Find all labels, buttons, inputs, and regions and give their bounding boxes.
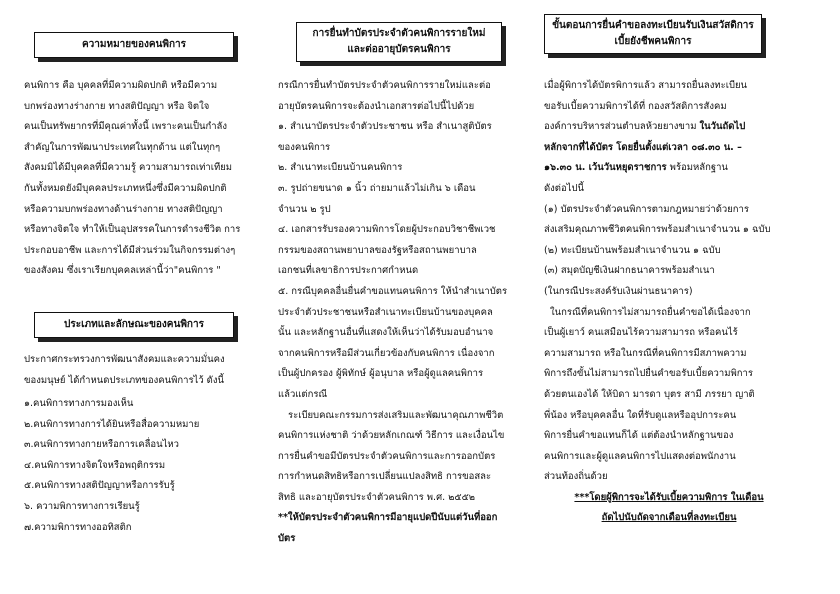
- meaning-line: ของสังคม ซึ่งเราเรียกบุคคลเหล่านี้ว่า"คนพิการ ": [24, 265, 221, 277]
- list-item: ๔.คนพิการทางจิตใจหรือพฤติกรรม: [24, 459, 166, 471]
- card-line: กรณีการยื่นทำบัตรประจำตัวคนพิการรายใหม่และต่อ: [278, 80, 491, 91]
- card-line: ระเบียบคณะกรรมการส่งเสริมและพัฒนาคุณภาพชีวิต: [288, 409, 504, 421]
- card-line: ๑. สำเนาบัตรประจำตัวประชาชน หรือ สำเนาสูติบัตร: [278, 121, 492, 133]
- card-line: คนพิการแห่งชาติ ว่าด้วยหลักเกณฑ์ วิธีการ และเงื่อนไข: [278, 430, 505, 442]
- list-item: ๑.คนพิการทางการมองเห็น: [24, 398, 134, 409]
- proxy-line: ด้วยตนเองได้ ให้บิดา มารดา บุตร สามี ภรรยา ญาติ: [544, 388, 755, 400]
- card-line: สิทธิ และอายุบัตรประจำตัวคนพิการ พ.ศ. ๒๕๕๒: [278, 491, 476, 503]
- card-requirements: [278, 76, 507, 550]
- types-intro-line: ประกาศกระทรวงการพัฒนาสังคมและความมั่นคง: [24, 354, 225, 365]
- proxy-line: ความสามารถ หรือในกรณีที่คนพิการมีสภาพความ: [544, 347, 747, 359]
- card-line: ประจำตัวประชาชนหรือสำเนาทะเบียนบ้านของบุคคล: [278, 306, 493, 318]
- doc-item: (ในกรณีประสงค์รับเงินผ่านธนาคาร): [544, 285, 693, 297]
- card-line: ๓. รูปถ่ายขนาด ๑ นิ้ว ถ่ายมาแล้วไม่เกิน ๖ เดือน: [278, 182, 476, 194]
- meaning-line: สังคมมิได้มีบุคคลที่มีความรู้ ความสามารถเท่าเทียม: [24, 162, 233, 174]
- list-item: ๒.คนพิการทางการได้ยินหรือสื่อความหมาย: [24, 418, 200, 430]
- proxy-line: พิการถึงขั้นไม่สามารถไปยื่นคำขอรับเบี้ยความพิการ: [544, 368, 753, 380]
- card-line: อายุบัตรคนพิการจะต้องนำเอกสารต่อไปนี้ไปด้วย: [278, 100, 475, 112]
- proxy-line: พี่น้อง หรือบุคคลอื่น ใดที่รับดูแลหรืออุปการะคน: [544, 409, 737, 421]
- allowance-note: ถัดไปนับถัดจากเดือนที่ลงทะเบียน: [601, 512, 737, 524]
- card-heading-line: การยื่นทำบัตรประจำตัวคนพิการรายใหม่: [312, 28, 486, 39]
- card-line: การกำหนดสิทธิหรือการเปลี่ยนแปลงสิทธิ การขอสละ: [278, 471, 492, 483]
- allowance-intro: [544, 76, 794, 529]
- doc-item: (๓) สมุดบัญชีเงินฝากธนาคารพร้อมสำเนา: [544, 265, 715, 277]
- meaning-line: หรือความบกพร่องทางด้านร่างกาย ทางสติปัญญา: [24, 203, 223, 215]
- meaning-line: บกพร่องทางร่างกาย ทางสติปัญญา หรือ จิตใจ: [24, 100, 210, 112]
- allowance-heading-line: ขั้นตอนการยื่นคำขอลงทะเบียนรับเงินสวัสดิการ: [552, 20, 754, 31]
- card-validity-note: **ให้บัตรประจำตัวคนพิการมีอายุแปดปีนับแต่วันที่ออก: [278, 512, 498, 524]
- card-validity-note: บัตร: [278, 533, 296, 545]
- card-line: เอกชนที่เลขาธิการประกาศกำหนด: [278, 265, 419, 277]
- types-list: [24, 394, 199, 538]
- card-line: ของคนพิการ: [278, 141, 331, 153]
- meaning-line: กันทั้งหมดยังมีบุคคลประเภทหนึ่งซึ่งมีความผิดปกติ: [24, 182, 227, 194]
- card-line: การยื่นคำขอมีบัตรประจำตัวคนพิการและการออกบัตร: [278, 450, 496, 462]
- allowance-note: ***โดยผู้พิการจะได้รับเบี้ยความพิการ ในเดือน: [574, 491, 764, 503]
- card-line: เป็นผู้ปกครอง ผู้พิทักษ์ ผู้อนุบาล หรือผู้ดูแลคนพิการ: [278, 368, 484, 380]
- meaning-line: สำคัญในการพัฒนาประเทศในทุกด้าน แต่ในทุกๆ: [24, 141, 221, 153]
- allowance-line: [544, 158, 794, 179]
- allowance-line: หลักจากที่ได้บัตร โดยยื่นตั้งแต่เวลา ๐๘.๓๐ น. –: [544, 141, 742, 153]
- meaning-heading-box: [34, 32, 234, 58]
- card-line: นั้น และหลักฐานอื่นที่แสดงให้เห็นว่าได้รับมอบอำนาจ: [278, 327, 494, 339]
- office-hours: ๑๖.๓๐ น. เว้นวันหยุดราชการ: [544, 162, 667, 174]
- proxy-line: ในกรณีที่คนพิการไม่สามารถยื่นคำขอได้เนื่องจาก: [550, 306, 751, 318]
- card-heading-box: [296, 22, 502, 62]
- list-item: ๗.ความพิการทางออทิสติก: [24, 521, 132, 533]
- proxy-line: เป็นผู้เยาว์ คนเสมือนไร้ความสามารถ หรือคนไร้: [544, 327, 738, 339]
- allowance-line: ขอรับเบี้ยความพิการได้ที่ กองสวัสดิการสังคม: [544, 100, 727, 112]
- meaning-line: หรือทางจิตใจ ทำให้เป็นอุปสรรคในการดำรงชีวิต การ: [24, 224, 241, 236]
- card-line: แล้วแต่กรณี: [278, 388, 328, 400]
- allowance-heading-line: เบี้ยยังชีพคนพิการ: [614, 36, 692, 47]
- proxy-line: คนพิการและผู้ดูแลคนพิการไปแสดงต่อพนักงาน: [544, 450, 736, 462]
- doc-item: ส่งเสริมคุณภาพชีวิตคนพิการพร้อมสำเนาจำนวน ๑ ฉบับ: [544, 224, 771, 236]
- types-heading-box: [34, 312, 234, 338]
- card-line: จำนวน ๒ รูป: [278, 203, 331, 215]
- doc-item: (๑) บัตรประจำตัวคนพิการตามกฎหมายว่าด้วยการ: [544, 203, 749, 215]
- meaning-paragraph: [24, 76, 240, 282]
- meaning-line: ประกอบอาชีพ และการได้มีส่วนร่วมในกิจกรรมต่างๆ: [24, 244, 236, 256]
- office-name: องค์การบริหารส่วนตำบลห้วยยางขาม: [544, 121, 700, 133]
- allowance-text: พร้อมหลักฐาน: [666, 162, 728, 174]
- proxy-line: ส่วนท้องถิ่นด้วย: [544, 471, 608, 483]
- doc-item: (๒) ทะเบียนบ้านพร้อมสำเนาจำนวน ๑ ฉบับ: [544, 244, 721, 256]
- allowance-heading-box: [544, 14, 762, 54]
- list-item: ๕.คนพิการทางสติปัญญาหรือการรับรู้: [24, 480, 175, 492]
- card-line: ๒. สำเนาทะเบียนบ้านคนพิการ: [278, 162, 403, 174]
- allowance-line: เมื่อผู้พิการได้บัตรพิการแล้ว สามารถยื่นลงทะเบียน: [544, 80, 748, 91]
- meaning-line: คนพิการ คือ บุคคลที่มีความผิดปกติ หรือมีความ: [24, 80, 218, 91]
- meaning-line: คนเป็นทรัพยากรที่มีคุณค่าทั้งนี้ เพราะคนเป็นกำลัง: [24, 121, 228, 133]
- types-intro-line: ของมนุษย์ ได้กำหนดประเภทของคนพิการไว้ ดังนี้: [24, 374, 224, 386]
- allowance-line: ดังต่อไปนี้: [544, 182, 584, 194]
- card-line: จากคนพิการหรือมีส่วนเกี่ยวข้องกับคนพิการ เนื่องจาก: [278, 347, 495, 359]
- next-day-emphasis: ในวันถัดไป: [699, 121, 746, 133]
- proxy-line: พิการยื่นคำขอแทนก็ได้ แต่ต้องนำหลักฐานของ: [544, 430, 734, 442]
- card-line: ๕. กรณีบุคคลอื่นยื่นคำขอแทนคนพิการ ให้นำสำเนาบัตร: [278, 285, 508, 297]
- list-item: ๓.คนพิการทางกายหรือการเคลื่อนไหว: [24, 439, 179, 451]
- types-heading: ประเภทและลักษณะของคนพิการ: [64, 319, 204, 330]
- types-intro: [24, 350, 225, 391]
- meaning-heading: ความหมายของคนพิการ: [81, 39, 187, 50]
- card-line: กรรมของสถานพยาบาลของรัฐหรือสถานพยาบาล: [278, 244, 477, 256]
- card-heading-line: และต่ออายุบัตรคนพิการ: [347, 44, 451, 55]
- list-item: ๖. ความพิการทางการเรียนรู้: [24, 500, 140, 512]
- allowance-line: [544, 117, 794, 138]
- card-line: ๔. เอกสารรับรองความพิการโดยผู้ประกอบวิชาชีพเวช: [278, 224, 496, 236]
